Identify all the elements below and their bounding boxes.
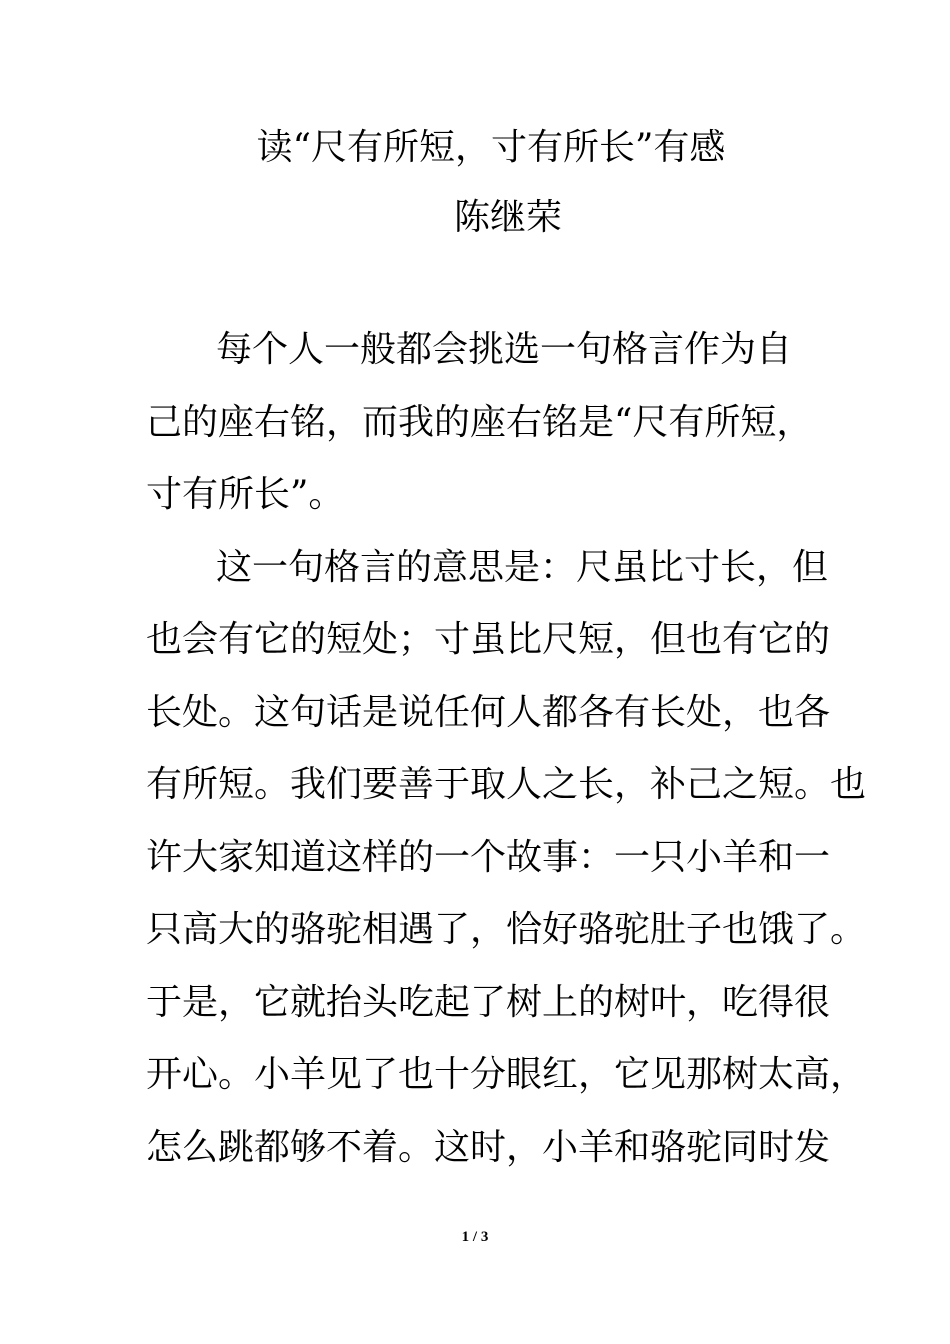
document-title: 读“尺有所短，寸有所长”有感 [256, 127, 726, 168]
paragraph-2-line-7: 于是，它就抬头吃起了树上的树叶，吃得很 [146, 981, 831, 1023]
paragraph-2-line-6: 只高大的骆驼相遇了，恰好骆驼肚子也饿了。 [146, 909, 867, 950]
paragraph-2-line-3: 长处。这句话是说任何人都各有长处，也各 [146, 691, 831, 733]
paragraph-2-line-2: 也会有它的短处；寸虽比尺短，但也有它的 [146, 619, 831, 660]
paragraph-1-line-1: 每个人一般都会挑选一句格言作为自 [216, 329, 793, 370]
paragraph-1-line-3: 寸有所长”。 [146, 474, 345, 515]
paragraph-1-line-2: 己的座右铭，而我的座右铭是“尺有所短， [146, 401, 813, 443]
paragraph-2-line-5: 许大家知道这样的一个故事：一只小羊和一 [146, 836, 831, 878]
paragraph-2-line-8: 开心。小羊见了也十分眼红，它见那树太高， [146, 1054, 867, 1095]
paragraph-2-line-4: 有所短。我们要善于取人之长，补己之短。也 [146, 764, 867, 805]
paragraph-2-line-1: 这一句格言的意思是：尺虽比寸长，但 [216, 546, 829, 588]
document-author: 陈继荣 [453, 197, 562, 238]
page-number: 1 / 3 [461, 1229, 489, 1245]
paragraph-2-line-9: 怎么跳都够不着。这时，小羊和骆驼同时发 [146, 1126, 831, 1168]
document-body [146, 314, 867, 1184]
